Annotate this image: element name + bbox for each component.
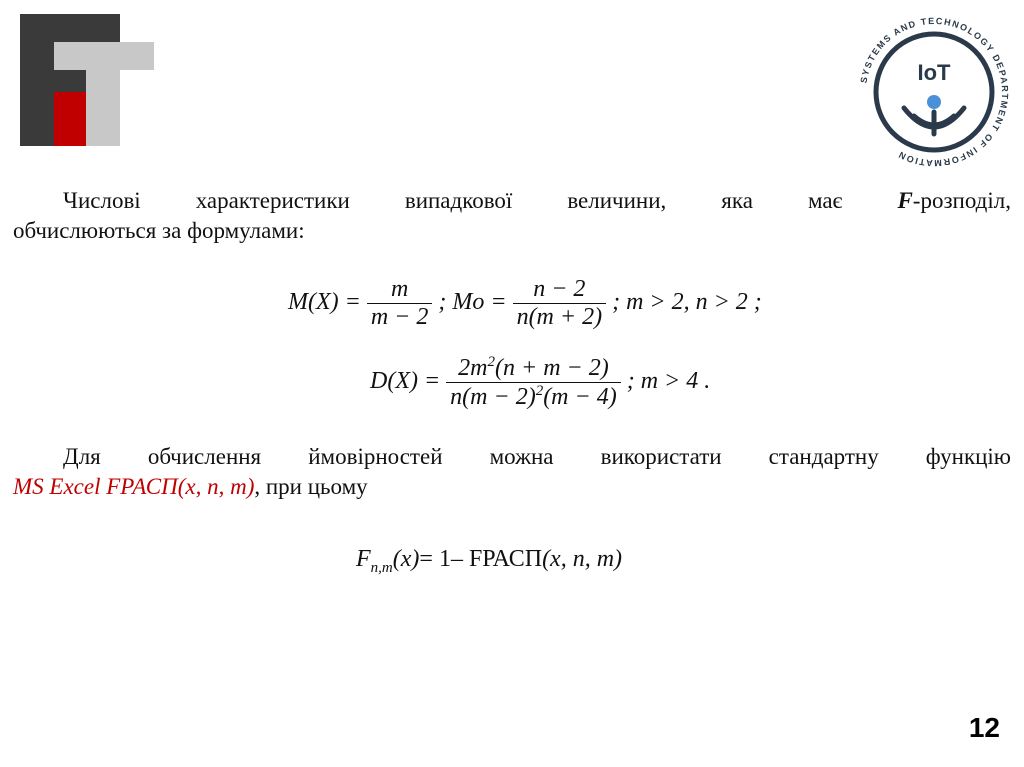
svg-text:SYSTEMS AND TECHNOLOGY DEPARTM: SYSTEMS AND TECHNOLOGY DEPARTMENT OF INFORMATION (858, 15, 1011, 169)
excel-function-name: MS Excel FРАСП(x, n, m) (13, 474, 255, 499)
conditions-1: ; m > 2, n > 2 ; (612, 289, 762, 316)
paragraph1-line2: обчислюються за формулами: (13, 218, 305, 243)
variance-fraction: $\frac{2m^2(n + m - 2)}{n(m - 2)^2(m - 4)}$ (446, 354, 621, 411)
mean-lhs: M(X) = (288, 289, 367, 316)
paragraph1-line1: Числові характеристики випадкової величини, яка має F-розподіл, (63, 188, 1011, 213)
mode-fraction: $\frac{n - 2}{n(m + 2)}$ (513, 276, 607, 331)
svg-text:IoT: IoT (917, 60, 951, 85)
mean-fraction: $\frac{m}{m - 2}$ (367, 276, 433, 331)
frasp-function: FРАСП (468, 546, 543, 572)
iot-department-logo (848, 6, 1020, 178)
paragraph-excel-function: Для обчислення ймовірностей можна використати стандартну функцію MS Excel FРАСП(x, n, m), при цьому (13, 444, 1011, 499)
bold-letter-f: F (897, 188, 913, 213)
variance-lhs: D(X) = (370, 368, 447, 395)
ft-logo (20, 14, 160, 146)
conditions-2: ; m > 4 . (626, 368, 711, 395)
formula-cdf: $F_{n,m}(x)= 1-$ FРАСП(x, n, m) (356, 546, 623, 576)
formula-variance (370, 354, 710, 411)
mode-lhs: Mo = (452, 289, 513, 316)
paragraph2-line1: Для обчислення ймовірностей можна використати стандартну функцію (63, 444, 1011, 469)
page-number: 12 (968, 712, 1000, 743)
formula-mean-mode: M(X) = $\frac{m}{m - 2}$ ; Mo = $\frac{n - 2}{n(m + 2)}$ ; m > 2, n > 2 ; (288, 276, 762, 330)
paragraph-numeric-characteristics (13, 186, 1011, 246)
